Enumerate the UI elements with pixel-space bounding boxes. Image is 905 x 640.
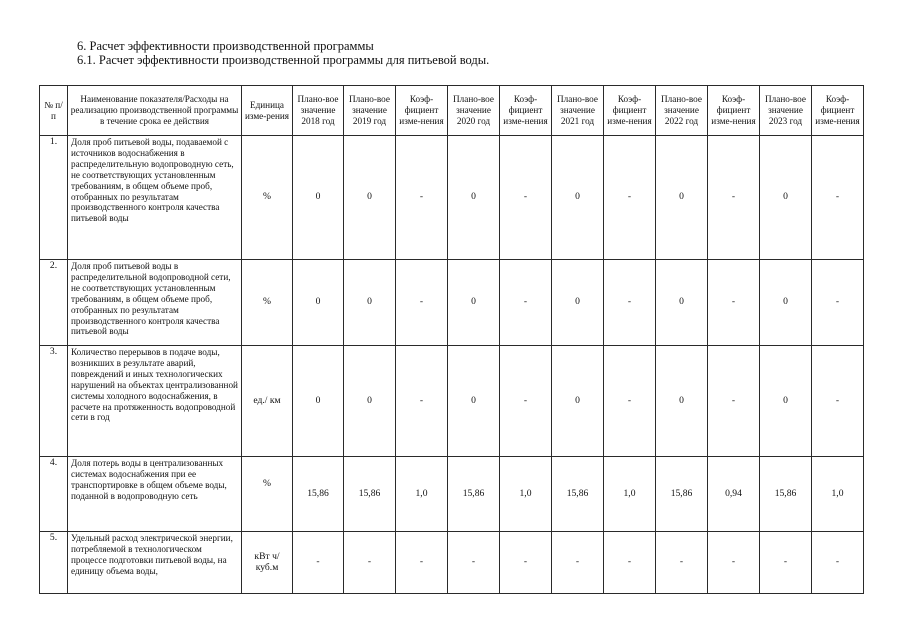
value-cell: 0 (448, 346, 500, 457)
header-cell: Единица изме-рения (242, 86, 293, 136)
value-cell: - (293, 532, 344, 594)
value-cell: 0 (552, 346, 604, 457)
header-cell: Плано-вое значение 2019 год (344, 86, 396, 136)
value-cell: 0 (448, 260, 500, 346)
header-cell: Плано-вое значение 2023 год (760, 86, 812, 136)
value-cell: - (500, 136, 552, 260)
header-cell: Плано-вое значение 2021 год (552, 86, 604, 136)
value-cell: 1,0 (812, 457, 864, 532)
value-cell: 0 (552, 136, 604, 260)
value-cell: 0 (760, 260, 812, 346)
value-cell: 1,0 (500, 457, 552, 532)
row-number: 3. (40, 346, 68, 457)
value-cell: - (604, 532, 656, 594)
table-row (40, 260, 864, 346)
value-cell: 1,0 (604, 457, 656, 532)
value-cell: 0 (344, 260, 396, 346)
value-cell: 15,86 (656, 457, 708, 532)
row-number: 5. (40, 532, 68, 594)
unit-cell: % (242, 457, 293, 532)
value-cell: - (500, 532, 552, 594)
unit-cell: ед./ км (242, 346, 293, 457)
header-cell: Коэф-фициент изме-нения (396, 86, 448, 136)
header-cell: Плано-вое значение 2022 год (656, 86, 708, 136)
value-cell: - (604, 260, 656, 346)
value-cell: 0 (656, 136, 708, 260)
value-cell: - (396, 346, 448, 457)
indicator-name: Доля потерь воды в централизованных системах водоснабжения при ее транспортировке в общем объеме воды, поданной в водопроводную сеть (68, 457, 242, 532)
value-cell: - (812, 346, 864, 457)
row-number: 4. (40, 457, 68, 532)
table-header-row (40, 86, 864, 136)
indicator-name: Доля проб питьевой воды, подаваемой с источников водоснабжения в распределительную водопроводную сеть, не соответствующих установленным требованиям, в общем объеме проб, отобранных по результатам производственного контроля качества питьевой воды (68, 136, 242, 260)
table-row (40, 346, 864, 457)
value-cell: - (604, 136, 656, 260)
value-cell: - (708, 346, 760, 457)
value-cell: - (344, 532, 396, 594)
value-cell: - (396, 532, 448, 594)
row-number: 1. (40, 136, 68, 260)
efficiency-table (39, 85, 864, 594)
value-cell: - (656, 532, 708, 594)
value-cell: - (448, 532, 500, 594)
table-row (40, 457, 864, 532)
row-number: 2. (40, 260, 68, 346)
value-cell: - (708, 532, 760, 594)
indicator-name: Удельный расход электрической энергии, потребляемой в технологическом процессе подготовки питьевой воды, на единицу объема воды, (68, 532, 242, 594)
value-cell: - (812, 532, 864, 594)
value-cell: - (604, 346, 656, 457)
value-cell: 0 (293, 346, 344, 457)
value-cell: 0 (760, 136, 812, 260)
value-cell: 0 (344, 346, 396, 457)
value-cell: 0 (344, 136, 396, 260)
value-cell: - (812, 260, 864, 346)
table-row (40, 136, 864, 260)
indicator-name: Количество перерывов в подаче воды, возникших в результате аварий, повреждений и иных технологических нарушений на объектах централизованной системы холодного водоснабжения, в расчете на протяженность водопроводной сети в год (68, 346, 242, 457)
value-cell: - (500, 260, 552, 346)
value-cell: - (812, 136, 864, 260)
header-cell: № п/п (40, 86, 68, 136)
header-cell: Коэф-фициент изме-нения (812, 86, 864, 136)
value-cell: 0 (656, 346, 708, 457)
value-cell: 15,86 (448, 457, 500, 532)
header-cell: Плано-вое значение 2018 год (293, 86, 344, 136)
header-cell: Коэф-фициент изме-нения (500, 86, 552, 136)
value-cell: - (396, 136, 448, 260)
value-cell: 0 (552, 260, 604, 346)
value-cell: 1,0 (396, 457, 448, 532)
unit-cell: % (242, 136, 293, 260)
value-cell: 0 (293, 260, 344, 346)
value-cell: - (500, 346, 552, 457)
value-cell: 15,86 (760, 457, 812, 532)
value-cell: 15,86 (552, 457, 604, 532)
unit-cell: % (242, 260, 293, 346)
value-cell: - (552, 532, 604, 594)
header-cell: Наименование показателя/Расходы на реализацию производственной программы в течение срока ее действия (68, 86, 242, 136)
value-cell: 0 (760, 346, 812, 457)
value-cell: - (708, 136, 760, 260)
value-cell: 0 (656, 260, 708, 346)
value-cell: - (708, 260, 760, 346)
section-title: 6. Расчет эффективности производственной программы (77, 39, 374, 53)
value-cell: 0 (293, 136, 344, 260)
value-cell: 0,94 (708, 457, 760, 532)
header-cell: Коэф-фициент изме-нения (708, 86, 760, 136)
indicator-name: Доля проб питьевой воды в распределительной водопроводной сети, не соответствующих установленным требованиям, в общем объеме проб, отобранных по результатам производственного контроля качества питьевой воды (68, 260, 242, 346)
table-row (40, 532, 864, 594)
unit-cell: кВт ч/куб.м (242, 532, 293, 594)
value-cell: - (396, 260, 448, 346)
value-cell: 0 (448, 136, 500, 260)
value-cell: 15,86 (293, 457, 344, 532)
header-cell: Коэф-фициент изме-нения (604, 86, 656, 136)
value-cell: - (760, 532, 812, 594)
value-cell: 15,86 (344, 457, 396, 532)
header-cell: Плано-вое значение 2020 год (448, 86, 500, 136)
section-subtitle: 6.1. Расчет эффективности производственной программы для питьевой воды. (77, 53, 490, 67)
